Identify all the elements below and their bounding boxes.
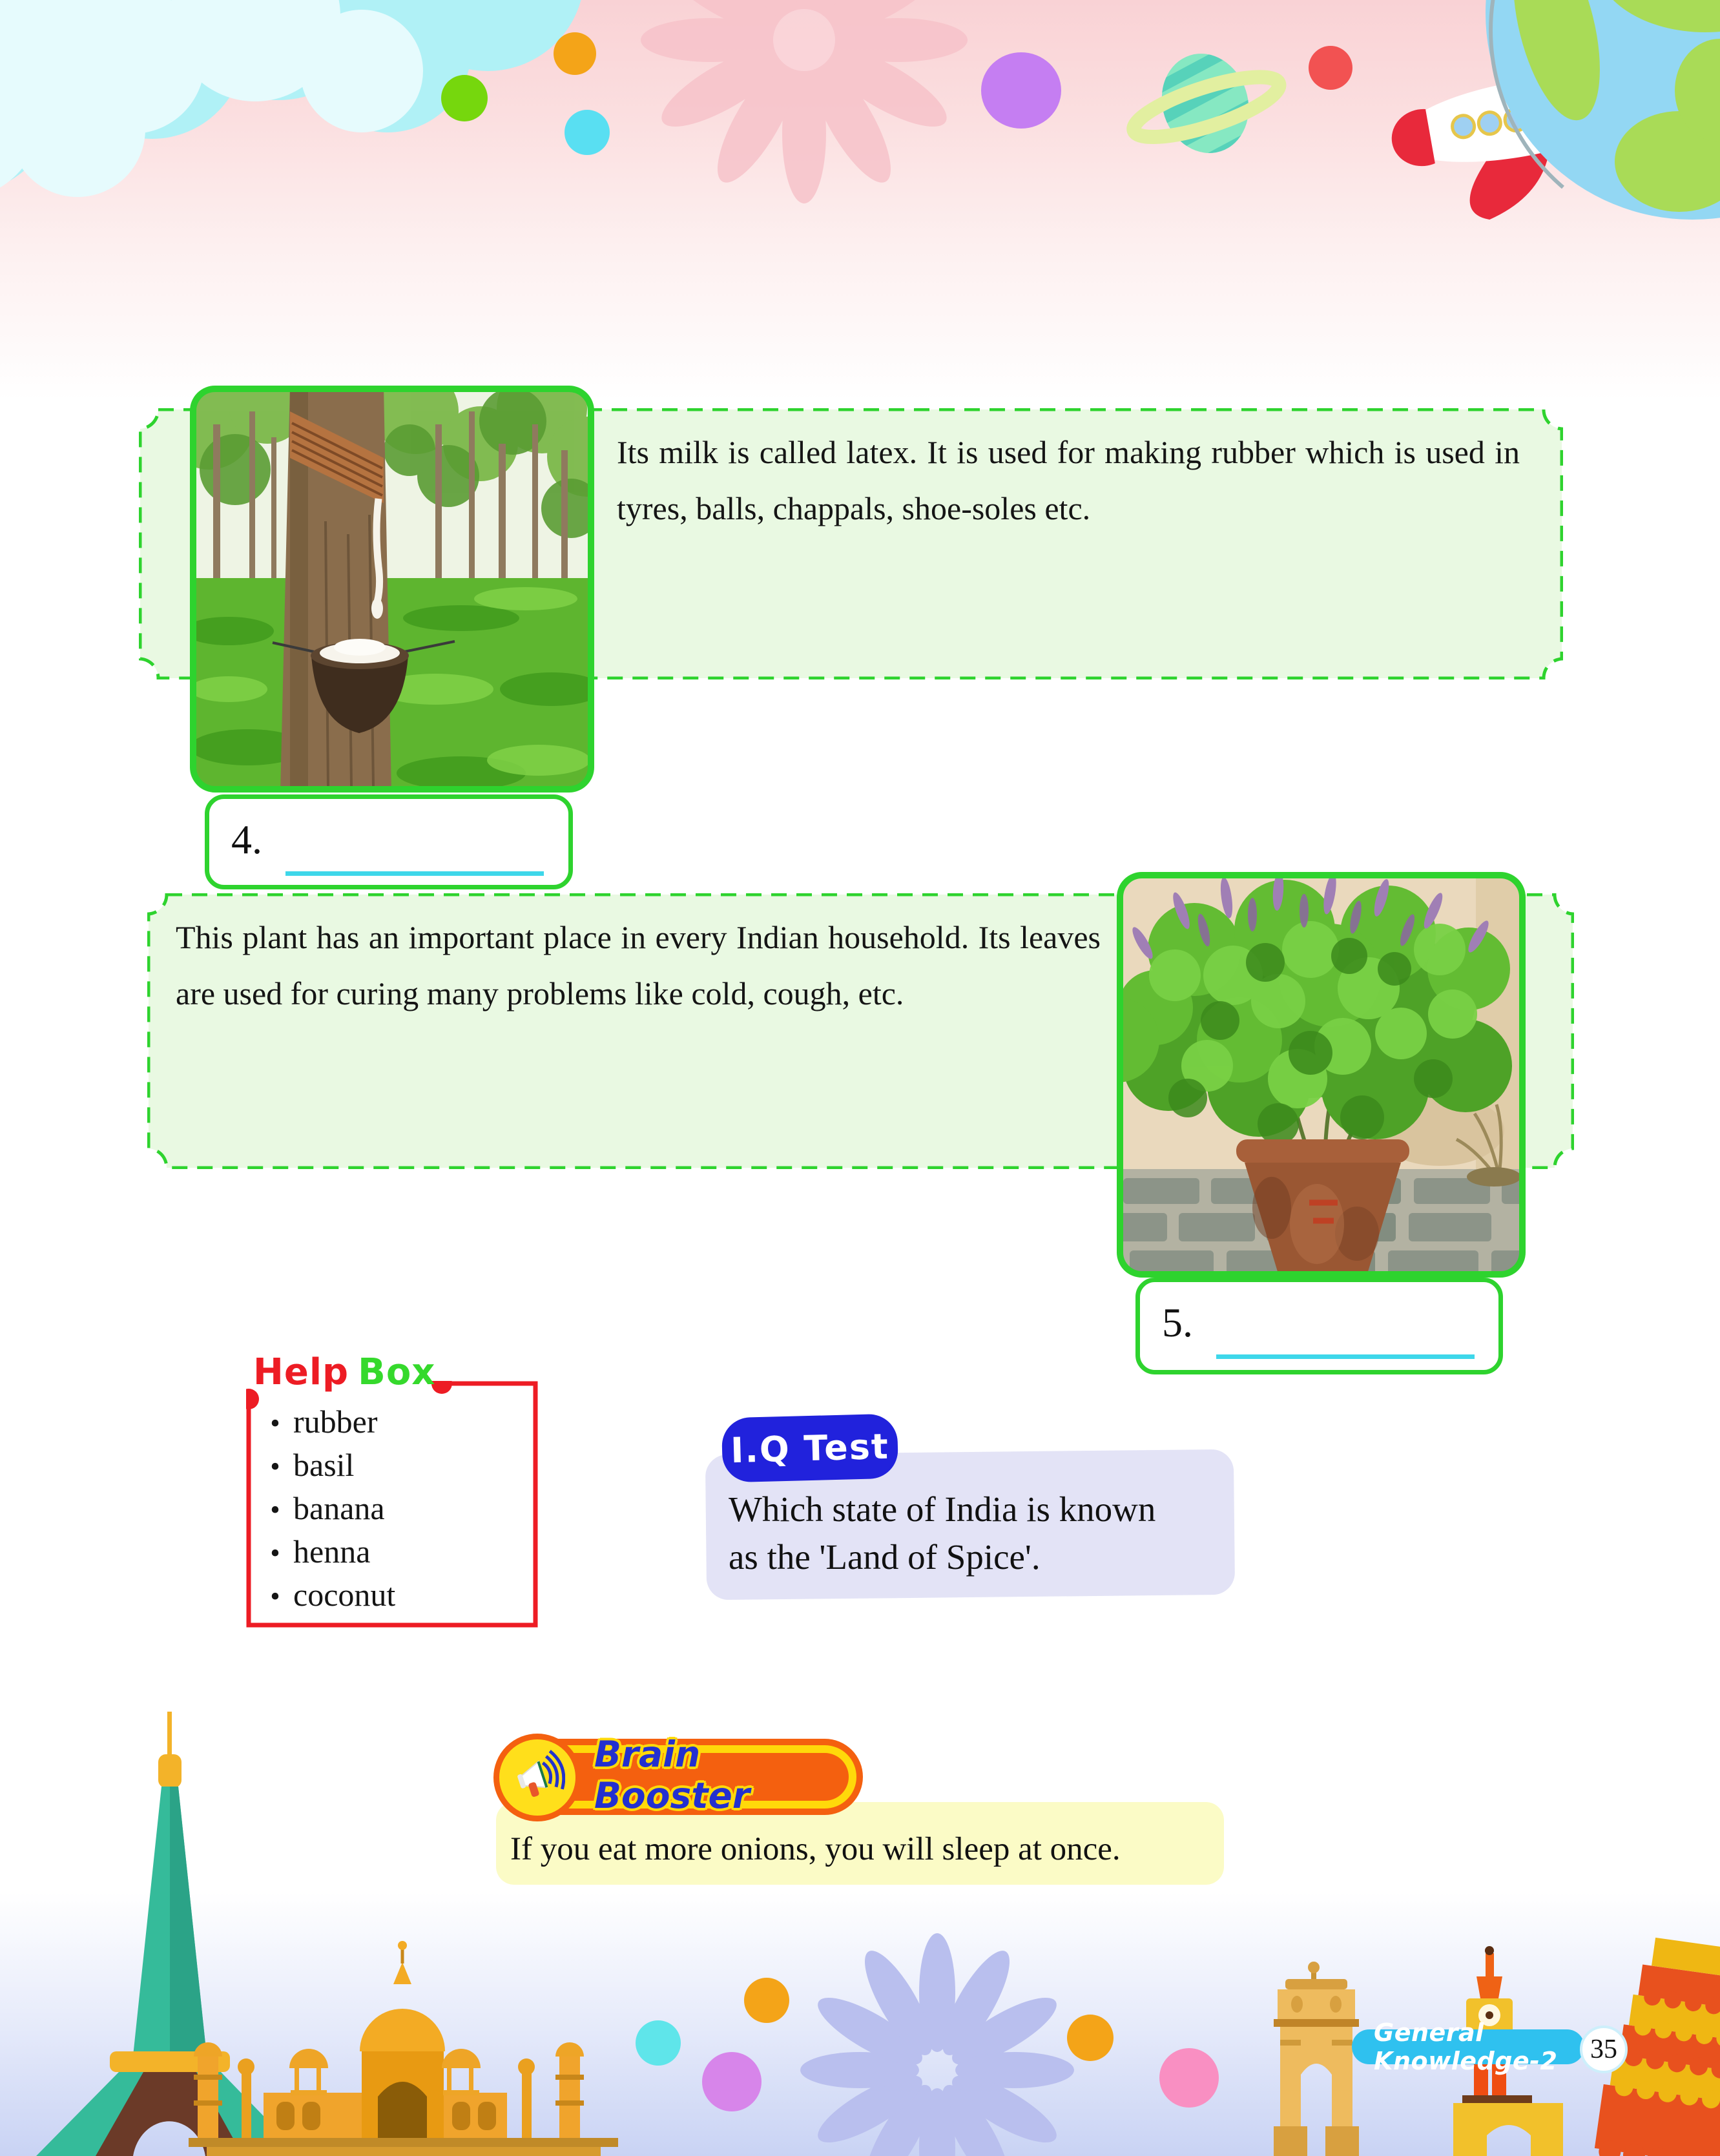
iq-test-badge-label: I.Q Test [730, 1425, 890, 1471]
footer-decoration [0, 1678, 1720, 2156]
help-box-title [253, 1351, 435, 1393]
book-title-badge [1352, 2018, 1584, 2075]
purple-dot [981, 52, 1061, 129]
orange-dot [1067, 2015, 1114, 2061]
help-item-label: henna [293, 1533, 371, 1570]
answer-5-number: 5. [1162, 1300, 1193, 1345]
saturn-planet-icon [1117, 32, 1297, 185]
page-number-badge [1580, 2026, 1628, 2073]
rubber-tree-latex-tapping-photo [190, 386, 594, 793]
help-item-label: coconut [293, 1577, 396, 1613]
clouds-icon [0, 0, 585, 200]
list-item [257, 1403, 528, 1446]
brain-booster-text: If you eat more onions, you will sleep at once. [510, 1831, 1121, 1867]
help-box-title-help: Help [253, 1351, 349, 1393]
help-item-label: banana [293, 1490, 385, 1526]
bullet-icon: • [270, 1451, 280, 1482]
india-gate-icon [1274, 1962, 1359, 2156]
cyan-dot [565, 110, 610, 155]
cyan-dot [636, 2020, 681, 2066]
eiffel-tower-icon [36, 1712, 302, 2156]
orchid-dot [702, 2052, 762, 2111]
answer-4-number: 4. [231, 816, 262, 862]
header-decoration [0, 0, 1720, 400]
orange-dot [744, 1978, 789, 2023]
list-item [257, 1489, 528, 1533]
help-item-label: basil [293, 1447, 355, 1483]
pink-flower-icon [641, 0, 968, 203]
list-item [257, 1533, 528, 1576]
list-item [257, 1576, 528, 1619]
iq-question-line1: Which state of India is known [729, 1489, 1156, 1529]
page-number: 35 [1590, 2035, 1617, 2064]
iq-test-badge [721, 1413, 899, 1482]
note-2-text: This plant has an important place in every Indian household. Its leaves are used for curing many problems like cold, cough, etc. [176, 919, 1101, 1011]
note-1-text: Its milk is called latex. It is used for making rubber which is used in tyres, balls, chappals, shoe-soles etc. [617, 434, 1520, 526]
bullet-icon: • [270, 1581, 280, 1612]
lavender-flower-icon [800, 1933, 1074, 2156]
bullet-icon: • [270, 1494, 280, 1526]
basil-plant-in-pot-photo [1117, 872, 1526, 1278]
pink-dot [1159, 2048, 1219, 2108]
iq-question-line2: as the 'Land of Spice'. [729, 1537, 1041, 1577]
book-title-label: General Knowledge-2 [1374, 2018, 1558, 2075]
answer-5-blank[interactable] [1216, 1354, 1475, 1359]
orange-dot [554, 32, 596, 75]
bullet-icon: • [270, 1537, 280, 1569]
green-dot [441, 75, 488, 121]
list-item [257, 1446, 528, 1489]
answer-box-5[interactable] [1135, 1278, 1503, 1374]
red-dot [1309, 46, 1352, 90]
answer-box-4[interactable] [205, 794, 573, 889]
help-item-label: rubber [293, 1404, 378, 1440]
help-box-title-box: Box [358, 1351, 436, 1393]
answer-4-blank[interactable] [285, 871, 544, 876]
bullet-icon: • [270, 1407, 280, 1439]
brain-booster-badge-label: Brain Booster [594, 1734, 750, 1816]
help-box-list [257, 1403, 528, 1619]
iq-test-question [729, 1486, 1232, 1581]
